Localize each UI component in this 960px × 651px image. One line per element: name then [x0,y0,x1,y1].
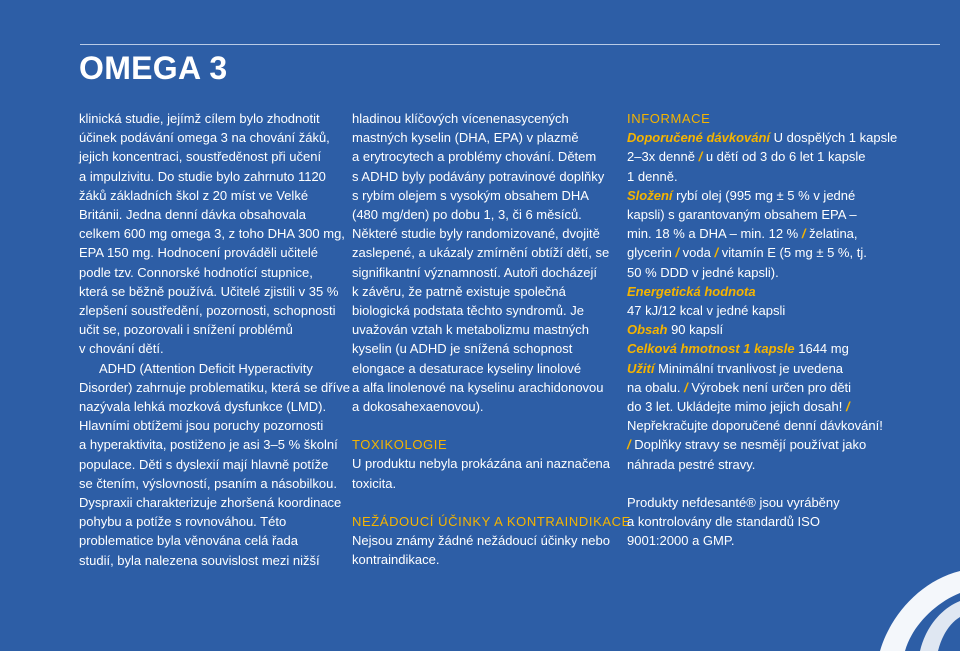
text-line: (480 mg/den) po dobu 1, 3, či 6 měsíců. [352,207,582,223]
production-line-2: a kontrolovány dle standardů ISO [627,514,820,530]
swoosh-logo-icon [850,531,960,651]
composition-line-4: glycerin / voda / vitamín E (5 mg ± 5 %, tj. [627,245,867,261]
slash-separator: / [627,437,631,453]
text-line: která se běžně používá. Učitelé zjistili v 35 % [79,283,339,299]
text-line: elongace a desaturace kyseliny linolové [352,360,582,376]
text-line: v chování dětí. [79,341,164,357]
weight-line: Celková hmotnost 1 kapsle 1644 mg [627,341,849,357]
text-line: a impulzivitu. Do studie bylo zahrnuto 1120 [79,168,326,184]
text-line: zlepšení soustředění, pozornosti, schopnosti [79,303,336,319]
text-line: podle tzv. Connorské hodnotící stupnice, [79,264,313,280]
slash-separator: / [801,226,806,242]
column-1 [79,109,350,570]
composition-line-3: min. 18 % a DHA – min. 12 % / želatina, [627,226,858,242]
slash-separator: / [675,245,680,261]
composition-line-1: Složení rybí olej (995 mg ± 5 % v jedné [627,187,856,203]
dosage-label: Doporučené dávkování [627,130,771,146]
text-line: k závěru, že patrně existuje společná [352,283,566,299]
text-line: žáků základních škol z 20 míst ve Velké [79,187,309,203]
page-title: OMEGA 3 [79,50,228,86]
text-line: U produktu nebyla prokázána ani naznačena [352,456,611,472]
column-2-paragraph [352,109,612,416]
text-line: uvažován vztah k metabolizmu mastných [352,322,589,338]
production-line-1: Produkty nefdesanté® jsou vyráběny [627,494,840,510]
text-line: biologická podstata těchto syndromů. Je [352,303,584,319]
info-heading: INFORMACE [627,111,711,126]
text-line: EPA 150 mg. Hodnocení prováděli učitelé [79,245,318,261]
column-2 [352,109,631,569]
usage-line-4: Nepřekračujte doporučené denní dávkování! [627,418,883,434]
column-1-paragraph-1 [79,109,345,359]
slash-separator: / [714,245,719,261]
text-line: a erytrocytech a problémy chování. Dětem [352,149,597,165]
column-3 [627,109,927,550]
text-line: Hlavními obtížemi jsou poruchy pozornosti [79,418,324,434]
text-line: a dokosahexaenovou). [352,399,484,415]
dosage-line-2: 2–3x denně / u dětí od 3 do 6 let 1 kapsle [627,149,866,165]
usage-line-3: do 3 let. Ukládejte mimo jejich dosah! / [627,399,850,415]
dosage-line-1: Doporučené dávkování U dospělých 1 kapsle [627,130,898,146]
energy-value: 47 kJ/12 kcal v jedné kapsli [627,303,786,319]
side-effects-heading: NEŽÁDOUCÍ ÚČINKY A KONTRAINDIKACE [352,513,631,529]
text-line: klinická studie, jejímž cílem bylo zhodnotit [79,111,320,126]
text-line: celkem 600 mg omega 3, z toho DHA 300 mg, [79,226,345,242]
text-line: pohybu a potíže s rovnováhou. Této [79,514,287,530]
production-line-3: 9001:2000 a GMP. [627,533,735,549]
slash-separator: / [698,149,703,165]
text-line: zaslepené, a ukázaly zmírnění obtíží dětí, se [352,245,610,261]
slash-separator: / [684,379,688,395]
text-line: mastných kyselin (DHA, EPA) v plazmě [352,130,579,146]
column-1-paragraph-2 [79,359,350,570]
text-line: studií, byla nalezena souvislost mezi nižší [79,552,320,568]
usage-line-1: Užití Minimální trvanlivost je uvedena [627,360,844,376]
text-line: signifikantní významností. Autoři docházejí [352,264,597,280]
slash-separator: / [845,399,850,415]
text-line: ADHD (Attention Deficit Hyperactivity [99,360,313,376]
text-line: populace. Děti s dyslexií mají hlavně potíže [79,456,329,472]
usage-label: Užití [627,360,655,376]
text-line: nazývala lehká mozková dysfunkce (LMD). [79,399,327,415]
usage-line-2: na obalu. / Výrobek není určen pro děti [627,379,852,395]
text-line: Nejsou známy žádné nežádoucí účinky nebo [352,533,610,549]
dosage-line-3: 1 denně. [627,168,678,184]
text-line: učit se, pozorovali i snížení problémů [79,322,293,338]
side-effects-text [352,531,612,569]
text-line: a hyperaktivita, postiženo je asi 3–5 % školní [79,437,338,453]
content-line: Obsah 90 kapslí [627,322,724,338]
text-line: jejich koncentraci, soustředěnost při učení [79,149,322,165]
text-line: a alfa linolenové na kyselinu arachidonovou [352,379,604,395]
text-line: problematice byla věnována celá řada [79,533,298,549]
text-line: hladinou klíčových vícenenasycených [352,111,569,126]
composition-label: Složení [627,187,673,203]
composition-line-5: 50 % DDD v jedné kapsli). [627,264,779,280]
text-line: Británii. Jedna denní dávka obsahovala [79,207,306,223]
text-line: se čtením, výslovností, psaním a násobilkou. [79,475,337,491]
text-line: Disorder) zahrnuje problematiku, která se dříve [79,379,350,395]
energy-label: Energetická hodnota [627,283,756,299]
text-line: kontraindikace. [352,552,440,568]
text-line: s ADHD byly podávány potravinové doplňky [352,168,605,184]
usage-line-5: / Doplňky stravy se nesmějí používat jako [627,437,867,453]
text-line: Dyspraxii charakterizuje zhoršená koordinace [79,495,342,511]
weight-label: Celková hmotnost 1 kapsle [627,341,795,357]
text-line: Některé studie byly randomizované, dvojitě [352,226,600,242]
toxicology-heading: TOXIKOLOGIE [352,437,448,453]
text-line: toxicita. [352,475,397,491]
top-rule [80,44,940,45]
text-line: s rybím olejem s vysokým obsahem DHA [352,187,589,203]
text-line: kyselin (u ADHD je snížená schopnost [352,341,573,357]
composition-line-2: kapsli) s garantovaným obsahem EPA – [627,207,857,223]
usage-line-6: náhrada pestré stravy. [627,456,756,472]
content-label: Obsah [627,322,668,338]
text-line: účinek podávání omega 3 na chování žáků, [79,130,330,146]
toxicology-text [352,454,612,492]
